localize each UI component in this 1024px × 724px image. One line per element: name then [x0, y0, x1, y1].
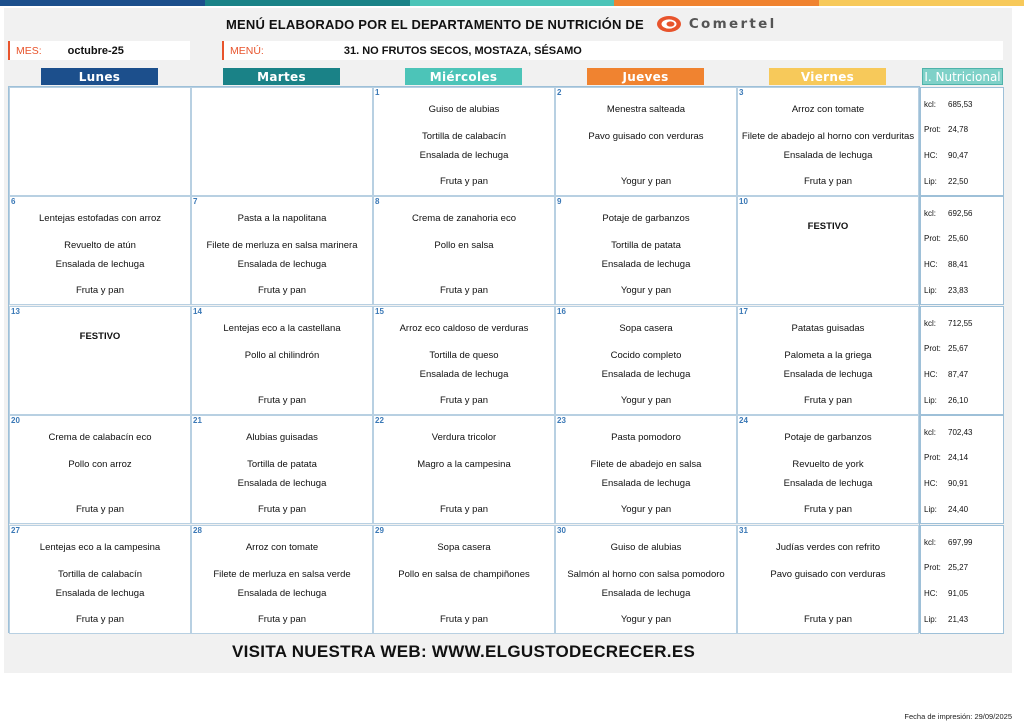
dish-item: Filete de abadejo al horno con verduritas — [741, 131, 915, 142]
dish-item: Ensalada de lechuga — [601, 368, 691, 380]
dish-item: Pollo en salsa — [434, 240, 494, 252]
dish-item: Ensalada de lechuga — [783, 150, 873, 161]
menu-label: MENÚ: — [230, 44, 264, 57]
day-number: 9 — [557, 197, 562, 207]
nutrition-label: HC: — [924, 260, 938, 270]
dish-item: Ensalada de lechuga — [601, 478, 691, 490]
day-cell — [9, 87, 191, 196]
dish-item: Sopa casera — [619, 322, 673, 334]
dish-item: Crema de calabacín eco — [48, 432, 152, 444]
day-cell — [191, 87, 373, 196]
nutrition-label: kcl: — [924, 318, 936, 328]
dish-item: Arroz con tomate — [245, 541, 319, 553]
dish-item: Tortilla de patata — [611, 240, 681, 252]
day-number: 13 — [11, 306, 20, 316]
day-header-4: Viernes — [769, 68, 886, 85]
dish-item: Ensalada de lechuga — [55, 587, 145, 599]
day-number: 15 — [375, 306, 384, 316]
nutrition-label: kcl: — [924, 209, 936, 219]
day-number: 16 — [557, 306, 566, 316]
nutrition-value: 91,05 — [948, 588, 969, 598]
dish-item: Menestra salteada — [606, 104, 686, 115]
nutrition-label: HC: — [924, 588, 938, 598]
brand-logo — [656, 15, 777, 33]
dish-item: Tortilla de queso — [429, 349, 499, 361]
day-cell — [737, 196, 919, 305]
day-number: 31 — [739, 525, 748, 535]
dish-item: Sopa casera — [437, 541, 491, 553]
day-number: 3 — [739, 88, 744, 97]
nutrition-label: Prot: — [924, 562, 941, 572]
dish-item: Ensalada de lechuga — [783, 368, 873, 380]
dish-item: Pavo guisado con verduras — [588, 131, 704, 142]
nutrition-value: 88,41 — [948, 260, 969, 270]
nutrition-label: HC: — [924, 151, 938, 160]
dish-item: Fruta y pan — [439, 613, 489, 625]
dish-item: Cocido completo — [610, 349, 682, 361]
dish-item: Arroz con tomate — [791, 104, 865, 115]
dish-item: Filete de merluza en salsa marinera — [206, 240, 358, 252]
dish-item: Ensalada de lechuga — [419, 150, 509, 161]
nutrition-label: Lip: — [924, 614, 937, 624]
dish-item: Tortilla de patata — [247, 459, 317, 471]
day-cell — [373, 415, 555, 524]
page-title: MENÚ ELABORADO POR EL DEPARTAMENTO DE NUTRICIÓN DE — [226, 16, 644, 32]
day-number: 6 — [11, 197, 16, 207]
day-cell — [555, 415, 737, 524]
day-number: 2 — [557, 88, 562, 97]
dish-item: Palometa a la griega — [784, 349, 872, 361]
dish-item: Pavo guisado con verduras — [770, 568, 886, 580]
dish-item: Ensalada de lechuga — [237, 587, 327, 599]
print-date: Fecha de impresión: 29/09/2025 — [904, 712, 1012, 721]
month-value: octubre-25 — [67, 44, 124, 57]
dish-item: Judías verdes con refrito — [775, 541, 881, 553]
day-number: 17 — [739, 306, 748, 316]
day-cell — [373, 87, 555, 196]
day-header-3: Jueves — [587, 68, 704, 85]
nutrition-label: Lip: — [924, 395, 937, 405]
nutrition-box — [920, 525, 1004, 634]
dish-item: Patatas guisadas — [791, 322, 865, 334]
dish-item: Fruta y pan — [257, 285, 307, 297]
dish-item: Magro a la campesina — [417, 459, 511, 471]
dish-item: Revuelto de york — [792, 459, 864, 471]
day-header-0: Lunes — [41, 68, 158, 85]
dish-item: Crema de zanahoria eco — [411, 213, 517, 225]
nutrition-value: 90,91 — [948, 479, 969, 489]
nutrition-box — [920, 87, 1004, 196]
day-number: 28 — [193, 525, 202, 535]
nutrition-value: 702,43 — [948, 428, 973, 438]
nutrition-value: 24,14 — [948, 453, 969, 463]
dish-item: Ensalada de lechuga — [55, 259, 145, 271]
day-number: 29 — [375, 525, 384, 535]
nutrition-label: Prot: — [924, 125, 941, 134]
dish-item: Fruta y pan — [75, 504, 125, 516]
dish-item: Ensalada de lechuga — [601, 587, 691, 599]
holiday-label: FESTIVO — [79, 330, 121, 342]
comertel-logo-icon — [656, 15, 682, 33]
day-cell — [9, 415, 191, 524]
dish-item: Pasta pomodoro — [611, 432, 681, 444]
nutrition-label: Prot: — [924, 453, 941, 463]
day-cell — [191, 306, 373, 415]
nutrition-value: 692,56 — [948, 209, 973, 219]
day-cell — [373, 306, 555, 415]
dish-item: Pasta a la napolitana — [237, 213, 327, 225]
day-cell — [555, 306, 737, 415]
day-cell — [737, 415, 919, 524]
top-bar-segment — [410, 0, 615, 6]
dish-item: Pollo con arroz — [68, 459, 132, 471]
day-cell — [9, 306, 191, 415]
dish-item: Pollo en salsa de champiñones — [398, 568, 530, 580]
dish-item: Ensalada de lechuga — [237, 259, 327, 271]
nutrition-value: 25,67 — [948, 343, 969, 353]
dish-item: Fruta y pan — [75, 285, 125, 297]
nutrition-value: 24,40 — [948, 505, 969, 515]
dish-item: Ensalada de lechuga — [601, 259, 691, 271]
month-box — [8, 41, 190, 60]
day-number: 21 — [193, 416, 202, 426]
nutrition-label: Lip: — [924, 505, 937, 515]
nutrition-value: 25,27 — [948, 562, 969, 572]
nutrition-box — [920, 415, 1004, 524]
dish-item: Salmón al horno con salsa pomodoro — [567, 568, 725, 580]
dish-item: Fruta y pan — [75, 613, 125, 625]
dish-item: Fruta y pan — [439, 176, 489, 187]
website-banner: VISITA NUESTRA WEB: WWW.ELGUSTODECRECER.ES — [232, 642, 696, 661]
dish-item: Revuelto de atún — [64, 240, 136, 252]
dish-item: Fruta y pan — [257, 394, 307, 406]
top-bar-segment — [205, 0, 410, 6]
nutrition-value: 25,60 — [948, 234, 969, 244]
day-number: 14 — [193, 306, 202, 316]
nutrition-box — [920, 306, 1004, 415]
day-number: 27 — [11, 525, 20, 535]
month-label: MES: — [16, 44, 42, 57]
nutrition-label: Lip: — [924, 177, 937, 186]
holiday-label: FESTIVO — [807, 221, 849, 233]
dish-item: Yogur y pan — [620, 285, 672, 297]
nutrition-value: 712,55 — [948, 318, 973, 328]
dish-item: Tortilla de calabacín — [58, 568, 142, 580]
day-number: 7 — [193, 197, 198, 207]
day-cell — [373, 525, 555, 634]
dish-item: Verdura tricolor — [431, 432, 497, 444]
dish-item: Alubias guisadas — [246, 432, 318, 444]
day-cell — [9, 196, 191, 305]
dish-item: Potaje de garbanzos — [602, 213, 690, 225]
day-number: 30 — [557, 525, 566, 535]
nutrition-label: kcl: — [924, 428, 936, 438]
dish-item: Filete de merluza en salsa verde — [213, 568, 351, 580]
day-cell — [737, 525, 919, 634]
top-bar-segment — [819, 0, 1024, 6]
nutrition-label: Prot: — [924, 343, 941, 353]
dish-item: Pollo al chilindrón — [244, 349, 320, 361]
nutrition-value: 24,78 — [948, 125, 969, 134]
dish-item: Yogur y pan — [620, 176, 672, 187]
dish-item: Fruta y pan — [439, 394, 489, 406]
dish-item: Fruta y pan — [257, 613, 307, 625]
nutrition-value: 697,99 — [948, 537, 973, 547]
day-number: 20 — [11, 416, 20, 426]
menu-value: 31. NO FRUTOS SECOS, MOSTAZA, SÉSAMO — [343, 44, 582, 57]
top-bar-segment — [614, 0, 819, 6]
dish-item: Arroz eco caldoso de verduras — [399, 322, 529, 334]
dish-item: Lentejas eco a la castellana — [223, 322, 341, 334]
dish-item: Guiso de alubias — [428, 104, 500, 115]
dish-item: Guiso de alubias — [610, 541, 682, 553]
day-header-1: Martes — [223, 68, 340, 85]
day-number: 22 — [375, 416, 384, 426]
dish-item: Fruta y pan — [803, 613, 853, 625]
day-cell — [191, 415, 373, 524]
nutrition-value: 90,47 — [948, 151, 969, 160]
day-cell — [9, 525, 191, 634]
day-number: 1 — [375, 88, 380, 97]
dish-item: Fruta y pan — [439, 285, 489, 297]
dish-item: Yogur y pan — [620, 504, 672, 516]
day-cell — [191, 196, 373, 305]
dish-item: Yogur y pan — [620, 394, 672, 406]
brand-name: Comertel — [688, 16, 777, 32]
nutrition-value: 21,43 — [948, 614, 969, 624]
nutrition-label: Lip: — [924, 286, 937, 296]
title-row — [226, 13, 777, 35]
dish-item: Fruta y pan — [803, 394, 853, 406]
dish-item: Fruta y pan — [803, 176, 853, 187]
dish-item: Ensalada de lechuga — [783, 478, 873, 490]
day-cell — [555, 87, 737, 196]
menu-box — [222, 41, 1003, 60]
day-number: 23 — [557, 416, 566, 426]
day-cell — [191, 525, 373, 634]
nutrition-label: HC: — [924, 369, 938, 379]
nutrition-value: 87,47 — [948, 369, 969, 379]
dish-item: Filete de abadejo en salsa — [590, 459, 702, 471]
dish-item: Tortilla de calabacín — [422, 131, 506, 142]
nutrition-value: 23,83 — [948, 286, 969, 296]
day-number: 8 — [375, 197, 380, 207]
day-cell — [737, 306, 919, 415]
dish-item: Potaje de garbanzos — [784, 432, 872, 444]
day-cell — [373, 196, 555, 305]
nutrition-value: 22,50 — [948, 177, 969, 186]
top-color-bar — [0, 0, 1024, 6]
day-cell — [555, 525, 737, 634]
day-number: 10 — [739, 197, 748, 207]
nutrition-box — [920, 196, 1004, 305]
dish-item: Fruta y pan — [803, 504, 853, 516]
dish-item: Fruta y pan — [439, 504, 489, 516]
nutrition-label: kcl: — [924, 537, 936, 547]
top-bar-segment — [0, 0, 205, 6]
day-header-2: Miércoles — [405, 68, 522, 85]
dish-item: Ensalada de lechuga — [419, 368, 509, 380]
day-cell — [555, 196, 737, 305]
nutrition-label: Prot: — [924, 234, 941, 244]
nutrition-header: I. Nutricional — [922, 68, 1003, 85]
nutrition-label: HC: — [924, 479, 938, 489]
day-cell — [737, 87, 919, 196]
dish-item: Lentejas estofadas con arroz — [39, 213, 161, 225]
nutrition-label: kcl: — [924, 100, 936, 109]
dish-item: Lentejas eco a la campesina — [39, 541, 161, 553]
nutrition-value: 26,10 — [948, 395, 969, 405]
day-number: 24 — [739, 416, 748, 426]
dish-item: Yogur y pan — [620, 613, 672, 625]
dish-item: Ensalada de lechuga — [237, 478, 327, 490]
dish-item: Fruta y pan — [257, 504, 307, 516]
nutrition-value: 685,53 — [948, 100, 973, 109]
